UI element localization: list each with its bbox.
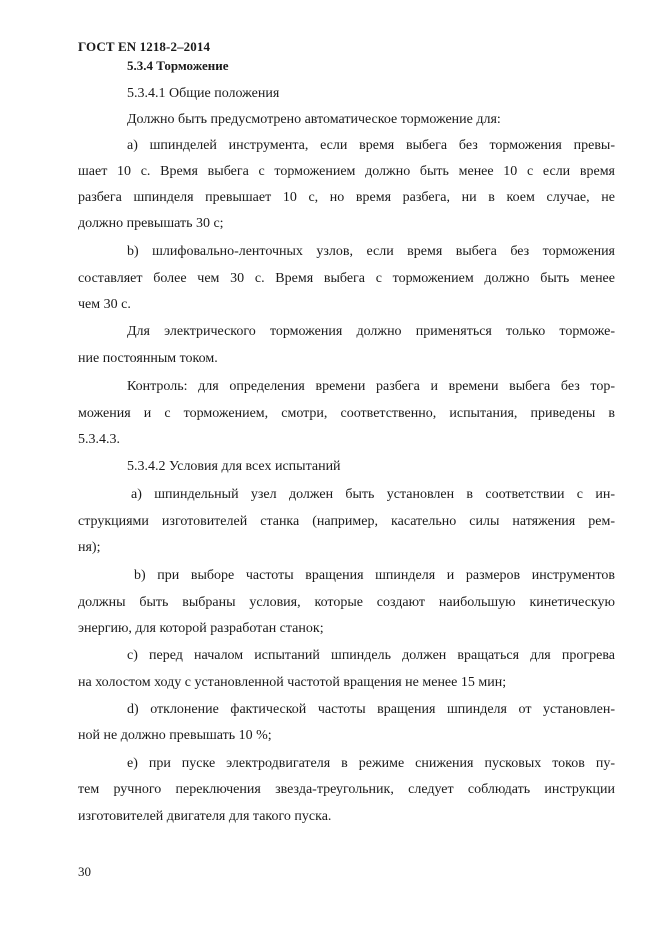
text-line: чем 30 с. [78, 297, 131, 312]
text-line: разбега шпинделя превышает 10 с, но время разбега, ни в коем случае, не [78, 190, 615, 205]
text-line: должны быть выбраны условия, которые создают наибольшую кинетическую [78, 595, 615, 610]
subsection-heading: 5.3.4.1 Общие положения [127, 86, 280, 101]
text-line: ня); [78, 540, 101, 555]
text-line: Контроль: для определения времени разбега и времени выбега без тор- [127, 379, 615, 394]
text-line: энергию, для которой разработан станок; [78, 621, 324, 636]
text-line: b) при выборе частоты вращения шпинделя и размеров инструментов [134, 568, 615, 583]
text-line: ной не должно превышать 10 %; [78, 728, 272, 743]
text-line: a) шпинделей инструмента, если время выбега без торможения превы- [127, 138, 615, 153]
text-line: можения и с торможением, смотри, соответственно, испытания, приведены в [78, 406, 615, 421]
text-line: струкциями изготовителей станка (например, касательно силы натяжения рем- [78, 514, 615, 529]
text-line: на холостом ходу с установленной частотой вращения не менее 15 мин; [78, 675, 507, 690]
page-number: 30 [78, 864, 91, 879]
text-line: d) отклонение фактической частоты вращения шпинделя от установлен- [127, 702, 615, 717]
text-line: a) шпиндельный узел должен быть установлен в соответствии с ин- [131, 487, 615, 502]
text-line: Для электрического торможения должно применяться только торможе- [127, 324, 615, 339]
text-line: должно превышать 30 с; [78, 216, 224, 231]
standard-header: ГОСТ EN 1218-2–2014 [78, 39, 211, 54]
text-line: Должно быть предусмотрено автоматическое торможение для: [127, 112, 501, 127]
text-line: 5.3.4.3. [78, 432, 120, 447]
section-title: 5.3.4 Торможение [127, 58, 229, 73]
text-line: составляет более чем 30 с. Время выбега с торможением должно быть менее [78, 271, 615, 286]
text-line: b) шлифовально-ленточных узлов, если время выбега без торможения [127, 244, 615, 259]
text-line: шает 10 с. Время выбега с торможением должно быть менее 10 с если время [78, 164, 615, 179]
subsection-heading: 5.3.4.2 Условия для всех испытаний [127, 459, 341, 474]
text-line: изготовителей двигателя для такого пуска. [78, 809, 332, 824]
text-line: тем ручного переключения звезда-треугольник, следует соблюдать инструкции [78, 782, 615, 797]
text-line: e) при пуске электродвигателя в режиме снижения пусковых токов пу- [127, 756, 615, 771]
text-line: ние постоянным током. [78, 351, 218, 366]
text-line: c) перед началом испытаний шпиндель должен вращаться для прогрева [127, 648, 615, 663]
